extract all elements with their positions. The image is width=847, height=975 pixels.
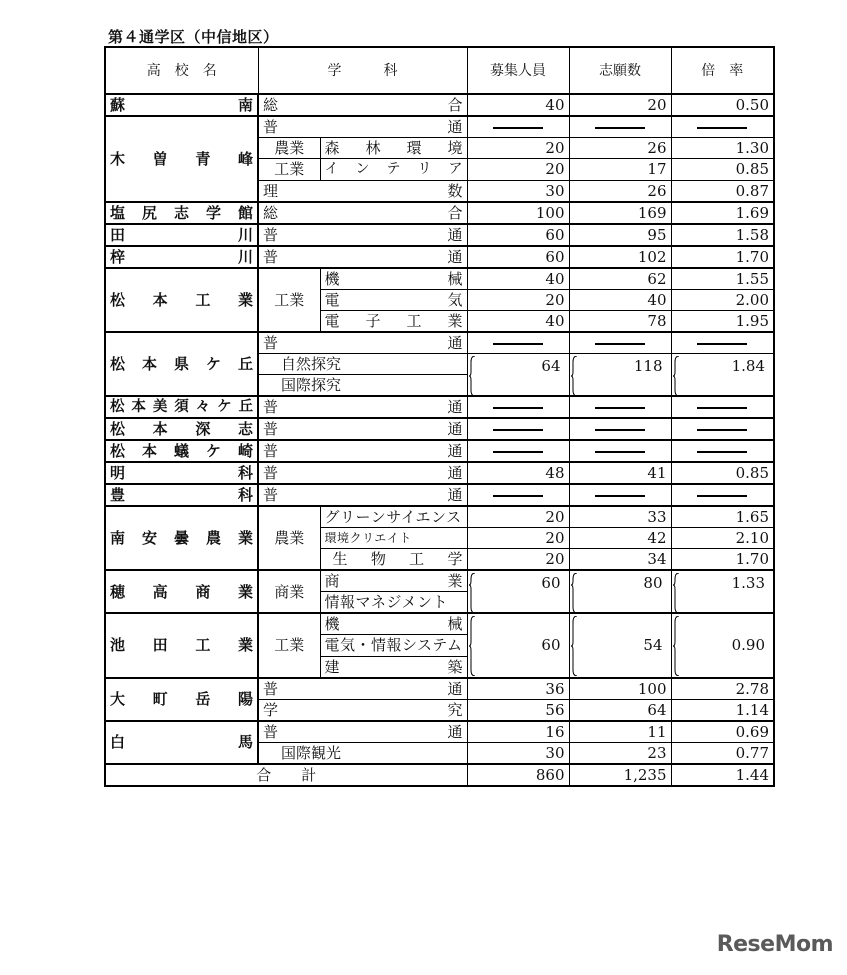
brace-icon (571, 573, 579, 613)
not-applicable-dash (569, 418, 671, 440)
school-name: 木曽青峰 (105, 116, 258, 202)
subdept-name: 森林環境 (320, 138, 467, 159)
dept-name: 国際観光 (258, 742, 467, 764)
subdept-name: 電子工業 (320, 310, 467, 332)
applicants-value: 62 (569, 268, 671, 290)
subdept-name: 電気・情報システム (320, 635, 467, 656)
school-name: 南安曇農業 (105, 506, 258, 570)
capacity-value: 56 (467, 699, 569, 721)
applicants-value: 23 (569, 742, 671, 764)
applicants-value: 42 (569, 528, 671, 549)
dept-name: 普 通 (258, 332, 467, 354)
not-applicable-dash (671, 484, 774, 506)
applicants-value: 40 (569, 289, 671, 310)
ratio-value: 0.69 (671, 721, 774, 743)
school-name: 明 科 (105, 462, 258, 484)
applicants-value: 20 (569, 94, 671, 116)
dept-name: 総 合 (258, 94, 467, 116)
applicants-value: 33 (569, 506, 671, 528)
applicants-value: 54 (569, 613, 671, 677)
ratio-value: 1.65 (671, 506, 774, 528)
capacity-value: 40 (467, 94, 569, 116)
dept-name: 普 通 (258, 418, 467, 440)
table-row (105, 418, 774, 440)
dept-category: 農業 (258, 138, 320, 159)
applicants-value: 26 (569, 138, 671, 159)
not-applicable-dash (569, 484, 671, 506)
not-applicable-dash (671, 396, 774, 418)
applicants-value: 11 (569, 721, 671, 743)
brace-icon (469, 573, 477, 613)
ratio-value: 0.85 (671, 159, 774, 180)
ratio-value: 1.55 (671, 268, 774, 290)
table-header-row (105, 47, 774, 94)
ratio-value: 1.95 (671, 310, 774, 332)
ratio-value: 0.85 (671, 462, 774, 484)
not-applicable-dash (467, 484, 569, 506)
capacity-value: 40 (467, 268, 569, 290)
ratio-value: 2.10 (671, 528, 774, 549)
header-dept: 学 科 (258, 47, 467, 94)
capacity-value: 16 (467, 721, 569, 743)
table-row (105, 570, 774, 592)
school-name: 豊 科 (105, 484, 258, 506)
total-row (105, 764, 774, 786)
dept-name: 普 通 (258, 246, 467, 268)
applicants-value: 102 (569, 246, 671, 268)
capacity-value: 20 (467, 506, 569, 528)
school-name: 塩尻志学館 (105, 202, 258, 224)
capacity-value: 20 (467, 549, 569, 571)
dept-name: 自然探究 (258, 353, 467, 374)
ratio-value: 0.50 (671, 94, 774, 116)
table-row (105, 116, 774, 138)
table-row (105, 721, 774, 743)
brace-icon (673, 616, 681, 676)
subdept-name: 商 業 (320, 570, 467, 592)
applicants-value: 169 (569, 202, 671, 224)
table-row (105, 613, 774, 635)
applicants-value: 34 (569, 549, 671, 571)
total-capacity: 860 (467, 764, 569, 786)
page-title: 第４通学区（中信地区） (108, 28, 279, 46)
not-applicable-dash (671, 418, 774, 440)
dept-name: 理 数 (258, 180, 467, 202)
brace-icon (673, 356, 681, 396)
total-applicants: 1,235 (569, 764, 671, 786)
dept-category: 農業 (258, 506, 320, 570)
not-applicable-dash (467, 440, 569, 462)
table-row (105, 484, 774, 506)
capacity-value: 20 (467, 159, 569, 180)
school-name: 蘇 南 (105, 94, 258, 116)
capacity-value: 40 (467, 310, 569, 332)
ratio-value: 1.14 (671, 699, 774, 721)
ratio-value: 1.70 (671, 246, 774, 268)
header-school: 高 校 名 (105, 47, 258, 94)
header-applicants: 志願数 (569, 47, 671, 94)
not-applicable-dash (467, 332, 569, 354)
dept-name: 普 通 (258, 462, 467, 484)
school-name: 松本県ケ丘 (105, 332, 258, 396)
ratio-value: 2.00 (671, 289, 774, 310)
dept-category: 工業 (258, 613, 320, 677)
not-applicable-dash (569, 116, 671, 138)
subdept-name: グリーンサイエンス (320, 506, 467, 528)
applicants-value: 17 (569, 159, 671, 180)
school-name: 穂高商業 (105, 570, 258, 613)
enrollment-table (104, 46, 775, 787)
school-name: 池田工業 (105, 613, 258, 677)
ratio-value: 1.69 (671, 202, 774, 224)
capacity-value: 100 (467, 202, 569, 224)
ratio-value: 1.84 (671, 353, 774, 396)
school-name: 松本蟻ケ崎 (105, 440, 258, 462)
capacity-value: 60 (467, 613, 569, 677)
not-applicable-dash (467, 396, 569, 418)
dept-name: 普 通 (258, 440, 467, 462)
resemom-logo: ReseMom (716, 932, 833, 957)
not-applicable-dash (467, 418, 569, 440)
ratio-value: 0.77 (671, 742, 774, 764)
ratio-value: 0.90 (671, 613, 774, 677)
subdept-name: 機 械 (320, 613, 467, 635)
subdept-name: 環境クリエイト (320, 528, 467, 549)
dept-category: 工業 (258, 159, 320, 180)
school-name: 大町岳陽 (105, 678, 258, 721)
table-row (105, 202, 774, 224)
dept-category: 工業 (258, 268, 320, 332)
header-capacity: 募集人員 (467, 47, 569, 94)
applicants-value: 78 (569, 310, 671, 332)
not-applicable-dash (569, 332, 671, 354)
school-name: 松本深志 (105, 418, 258, 440)
applicants-value: 80 (569, 570, 671, 613)
dept-name: 国際探究 (258, 375, 467, 397)
capacity-value: 60 (467, 570, 569, 613)
capacity-value: 20 (467, 138, 569, 159)
capacity-value: 30 (467, 180, 569, 202)
applicants-value: 118 (569, 353, 671, 396)
dept-name: 普 通 (258, 116, 467, 138)
brace-icon (673, 573, 681, 613)
applicants-value: 95 (569, 224, 671, 246)
brace-icon (469, 356, 477, 396)
dept-name: 学 究 (258, 699, 467, 721)
subdept-name: 生物工学 (320, 549, 467, 571)
not-applicable-dash (569, 440, 671, 462)
ratio-value: 1.58 (671, 224, 774, 246)
dept-name: 総 合 (258, 202, 467, 224)
subdept-name: 建 築 (320, 656, 467, 678)
dept-category: 商業 (258, 570, 320, 613)
school-name: 松本工業 (105, 268, 258, 332)
ratio-value: 1.33 (671, 570, 774, 613)
dept-name: 普 通 (258, 224, 467, 246)
not-applicable-dash (569, 396, 671, 418)
school-name: 白 馬 (105, 721, 258, 764)
capacity-value: 64 (467, 353, 569, 396)
table-row (105, 506, 774, 528)
subdept-name: インテリア (320, 159, 467, 180)
total-ratio: 1.44 (671, 764, 774, 786)
brace-icon (469, 616, 477, 676)
header-ratio: 倍 率 (671, 47, 774, 94)
table-row (105, 396, 774, 418)
dept-name: 普 通 (258, 484, 467, 506)
table-row (105, 678, 774, 700)
applicants-value: 41 (569, 462, 671, 484)
capacity-value: 48 (467, 462, 569, 484)
capacity-value: 60 (467, 224, 569, 246)
ratio-value: 0.87 (671, 180, 774, 202)
table-row (105, 440, 774, 462)
ratio-value: 2.78 (671, 678, 774, 700)
dept-name: 普 通 (258, 678, 467, 700)
school-name: 梓 川 (105, 246, 258, 268)
capacity-value: 20 (467, 528, 569, 549)
not-applicable-dash (671, 332, 774, 354)
applicants-value: 26 (569, 180, 671, 202)
table-row (105, 94, 774, 116)
total-label: 合 計 (105, 764, 467, 786)
table-row (105, 224, 774, 246)
table-row (105, 268, 774, 290)
capacity-value: 60 (467, 246, 569, 268)
subdept-name: 機 械 (320, 268, 467, 290)
capacity-value: 20 (467, 289, 569, 310)
applicants-value: 100 (569, 678, 671, 700)
table-row (105, 462, 774, 484)
dept-name: 普 通 (258, 396, 467, 418)
ratio-value: 1.70 (671, 549, 774, 571)
table-row (105, 332, 774, 354)
not-applicable-dash (671, 116, 774, 138)
subdept-name: 情報マネジメント (320, 592, 467, 614)
capacity-value: 36 (467, 678, 569, 700)
school-name: 田 川 (105, 224, 258, 246)
brace-icon (571, 616, 579, 676)
table-row (105, 246, 774, 268)
capacity-value: 30 (467, 742, 569, 764)
subdept-name: 電 気 (320, 289, 467, 310)
dept-name: 普 通 (258, 721, 467, 743)
brace-icon (571, 356, 579, 396)
not-applicable-dash (467, 116, 569, 138)
applicants-value: 64 (569, 699, 671, 721)
ratio-value: 1.30 (671, 138, 774, 159)
not-applicable-dash (671, 440, 774, 462)
school-name: 松本美須々ケ丘 (105, 396, 258, 418)
